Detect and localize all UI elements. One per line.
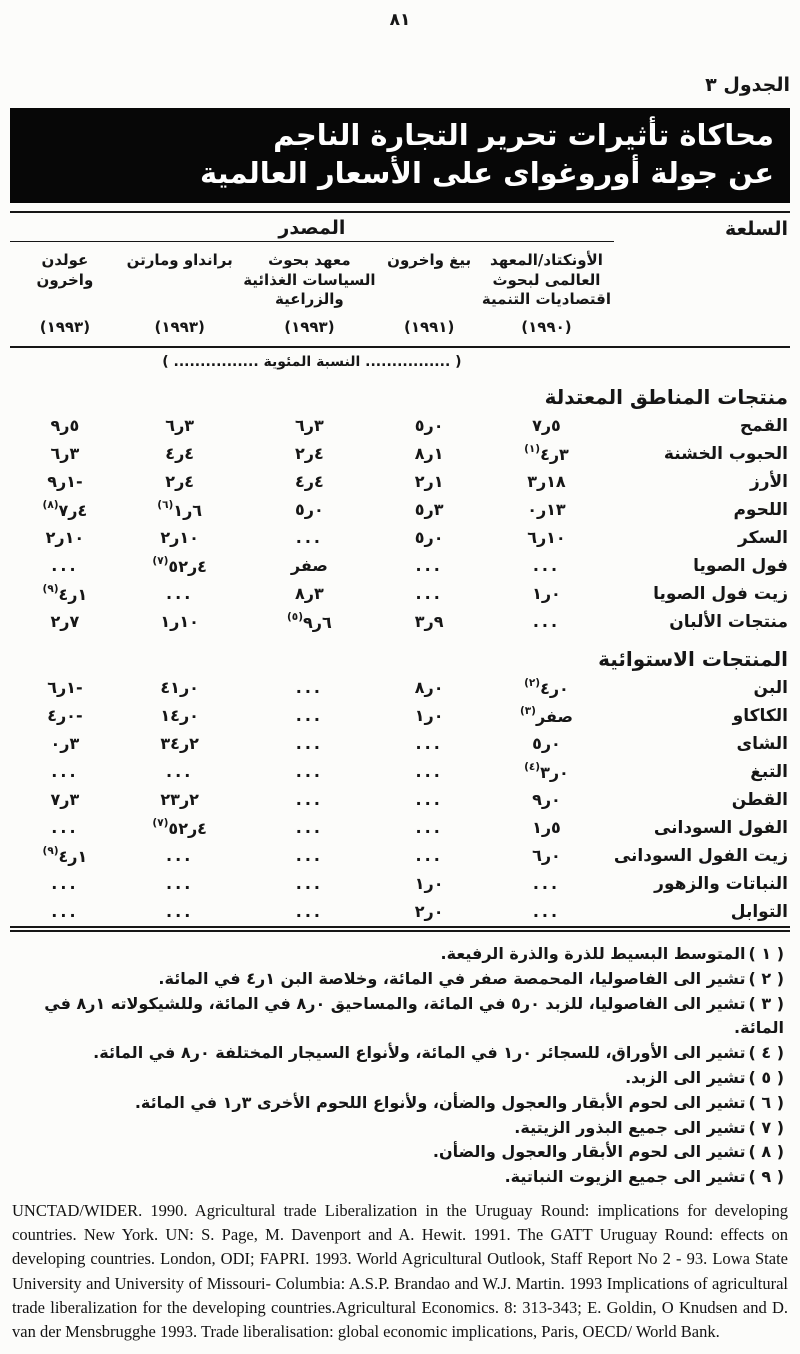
value-cell (10, 730, 120, 758)
value-text: ٢ر٧ (50, 612, 80, 632)
table-row (10, 842, 790, 870)
footnote-ref: (٣) (519, 705, 536, 718)
footnote-marker: ( ٩ ) (748, 1167, 784, 1187)
footnote (16, 1165, 784, 1190)
commodity-name: القطن (731, 789, 788, 810)
value-cell (120, 898, 240, 929)
value-cell (240, 870, 380, 898)
value-text: ٥ر٠ (414, 416, 444, 436)
footnote-ref: (٦) (157, 499, 174, 512)
footnote-text: تشير الى الفاصوليا، المحمصة صفر في المائة، وخلاصة البن ١ر٤ في المائة. (158, 968, 746, 988)
footnote-ref: (١) (524, 443, 541, 456)
value-cell (479, 758, 614, 786)
value-text: ٦ر٣ (165, 416, 195, 436)
value-cell (479, 608, 614, 636)
footnote (16, 967, 784, 992)
value-cell (479, 870, 614, 898)
value-text: ٢ر٤ (165, 472, 195, 492)
value-cell (379, 898, 479, 929)
footnote-text: تشير الى الفاصوليا، للزبد ٠ر٥ في المائة، والمساحيق ٠ر٨ في المائة، وللشيكولاته ١ر٨ في المائة. (44, 993, 784, 1038)
value-cell (240, 468, 380, 496)
source-column-year (120, 309, 240, 347)
footnote-text: المتوسط البسيط للذرة والذرة الرفيعة. (440, 943, 746, 963)
value-text: ٩ر٦ (303, 612, 332, 632)
value-text: ٧ر٤ (58, 500, 88, 520)
value-cell (240, 440, 380, 468)
table-row (10, 730, 790, 758)
value-text: ٤ر١ (58, 846, 88, 866)
table-row (10, 702, 790, 730)
footnote (16, 1116, 784, 1141)
section-header-row (10, 374, 790, 412)
table-row (10, 814, 790, 842)
value-text: ... (295, 874, 323, 894)
value-cell (379, 814, 479, 842)
commodity-name: التبغ (750, 761, 788, 782)
commodity-name: النباتات والزهور (654, 873, 788, 894)
value-text: ... (415, 762, 443, 782)
section-header-cell (10, 636, 790, 674)
value-cell (120, 870, 240, 898)
footnote-ref: (٩) (42, 583, 59, 596)
value-text: ٧ر٥ (532, 416, 561, 436)
footnote-ref: (٧) (152, 555, 169, 568)
value-cell (10, 496, 120, 524)
value-cell (120, 468, 240, 496)
value-cell (120, 440, 240, 468)
section-header-row (10, 636, 790, 674)
table-row (10, 552, 790, 580)
footnote (16, 1140, 784, 1165)
value-cell (120, 552, 240, 580)
footnote-marker: ( ٤ ) (748, 1043, 784, 1063)
value-text: ٤ر١ (58, 584, 88, 604)
value-text: ١ر٥ (532, 818, 561, 838)
section-title: منتجات المناطق المعتدلة (544, 384, 788, 409)
value-text: ٢ر١ (414, 472, 444, 492)
value-text: ٤ر٤ (165, 444, 195, 464)
value-text: ... (532, 612, 561, 632)
value-text: ٥ر٠ (414, 528, 444, 548)
footnote-ref: (٢) (524, 677, 541, 690)
value-text: ٢٣ر٢ (160, 790, 199, 810)
value-text: ٧ر٣ (50, 790, 80, 810)
value-text: ... (415, 818, 443, 838)
source-year-text: (١٩٩٣) (154, 317, 205, 336)
value-text: ٣ر٠ (540, 762, 569, 782)
value-cell (120, 730, 240, 758)
value-text: ٣ر١٨ (527, 472, 566, 492)
table-row (10, 580, 790, 608)
value-cell (10, 608, 120, 636)
source-year-text: (١٩٩٣) (284, 317, 335, 336)
footnote-text: تشير الى الأوراق، للسجائر ٠ر١ في المائة، ولأنواع السيجار المختلفة ٠ر٨ في المائة. (93, 1043, 746, 1063)
footnote (16, 1091, 784, 1116)
commodity-name: الحبوب الخشنة (663, 443, 788, 464)
value-cell (240, 496, 380, 524)
table-row (10, 608, 790, 636)
value-cell (379, 496, 479, 524)
table-label: الجدول ٣ (705, 74, 790, 96)
value-cell (379, 608, 479, 636)
commodity-name: منتجات الألبان (669, 611, 788, 632)
value-cell (10, 814, 120, 842)
value-text: ٦ر١٠ (527, 528, 566, 548)
value-text: ... (295, 762, 323, 782)
value-text: ٢ر٠ (414, 902, 444, 922)
footnote-text: تشير الى الزبد. (625, 1067, 746, 1087)
value-cell (240, 842, 380, 870)
value-text: ٠ر٣ (50, 734, 80, 754)
commodity-name: زيت فول الصويا (653, 583, 788, 604)
section-header-cell (10, 374, 790, 412)
value-text: ... (532, 556, 561, 576)
value-cell (379, 786, 479, 814)
commodity-name: الكاكاو (732, 705, 788, 726)
value-text: ٦ر٠ (532, 846, 561, 866)
value-text: ١ر١٠ (160, 612, 199, 632)
table-row (10, 440, 790, 468)
footnote-ref: (٩) (42, 845, 59, 858)
value-cell (120, 814, 240, 842)
table-row (10, 870, 790, 898)
value-text: ... (166, 874, 194, 894)
value-cell (379, 412, 479, 440)
value-text: ٥ر٠ (295, 500, 324, 520)
value-cell (240, 730, 380, 758)
value-text: ٤ر٤ (295, 472, 324, 492)
table-body (10, 347, 790, 929)
commodity-name: التوابل (730, 901, 788, 922)
banner-title-line-2: عن جولة أوروغواى على الأسعار العالمية (200, 155, 774, 190)
value-cell (479, 842, 614, 870)
value-text: ٢ر١٠ (160, 528, 199, 548)
value-text: ٥٢ر٤ (168, 818, 207, 838)
footnote-ref: (٨) (42, 499, 59, 512)
value-text: ... (295, 706, 323, 726)
value-cell (10, 580, 120, 608)
source-column-name: معهد بحوث السياسات الغذائية والزراعية (243, 251, 376, 308)
units-row (10, 347, 790, 374)
value-text: ... (295, 846, 323, 866)
value-cell (479, 524, 614, 552)
value-text: ... (51, 874, 79, 894)
commodity-name: الشاى (736, 733, 788, 754)
table-row (10, 898, 790, 929)
units-row-spacer (614, 347, 790, 374)
value-cell (120, 608, 240, 636)
value-text: ... (415, 556, 443, 576)
value-text: ٣٤ر٢ (160, 734, 199, 754)
value-text: ... (51, 902, 79, 922)
footnote-marker: ( ٦ ) (748, 1092, 784, 1112)
value-cell (379, 468, 479, 496)
value-text: ١ر٦ (173, 500, 203, 520)
value-cell (379, 870, 479, 898)
footnote-ref: (٧) (152, 817, 169, 830)
value-text: ... (51, 556, 79, 576)
value-cell (240, 758, 380, 786)
source-citation: UNCTAD/WIDER. 1990. Agricultural trade Liberalization in the Uruguay Round: implications for developing countries. New York. UN: S. Page, M. Davenport and A. Hewit. 1991. The GATT Uruguay Round: effects on developing countries. London, ODI; FAPRI. 1993. World Agricultural Outlook, Staff Report No 2 - 93. Lowa State University and University of Missouri- Columbia: A.S.P. Brandao and W.J. Martin. 1993 Implications of agricultural trade liberalization for the developing countries.Agricultural Economics. 8: 313-343; E. Goldin, O Knudsen and D. van der Mensbrugghe 1993. Trade liberalisation: global economic implications, Paris, OECD/ World Bank. (12, 1200, 788, 1342)
footnote-marker: ( ٢ ) (748, 968, 784, 988)
table-head (10, 212, 790, 347)
value-text: ١ر٠ (532, 584, 561, 604)
footnote-ref: (٥) (287, 611, 304, 624)
footnote-marker: ( ٥ ) (748, 1067, 784, 1087)
value-cell (479, 786, 614, 814)
table-row (10, 758, 790, 786)
value-cell (10, 758, 120, 786)
section-title: المنتجات الاستوائية (598, 646, 788, 671)
value-cell (120, 842, 240, 870)
value-text: ... (415, 846, 443, 866)
source-column-name: الأونكتاد/المعهد العالمى لبحوث اقتصاديات التنمية (481, 251, 611, 308)
value-cell (240, 608, 380, 636)
source-column-name: برانداو ومارتن (126, 251, 233, 270)
value-text: ٢ر١٠ (45, 528, 85, 548)
value-cell (10, 870, 120, 898)
source-year-text: (١٩٩٠) (521, 317, 572, 336)
value-cell (10, 468, 120, 496)
footnote (16, 1066, 784, 1091)
footnote-text: تشير الى جميع الزيوت النباتية. (504, 1167, 746, 1187)
table-row (10, 468, 790, 496)
value-cell (379, 440, 479, 468)
value-cell (10, 674, 120, 702)
value-cell (120, 674, 240, 702)
footnote-marker: ( ٣ ) (748, 993, 784, 1013)
value-text: ... (295, 818, 323, 838)
value-cell (379, 730, 479, 758)
value-cell (10, 552, 120, 580)
value-text: ٦ر٣ (295, 416, 324, 436)
value-text: ٩ر٥ (50, 416, 80, 436)
value-text: ... (415, 790, 443, 810)
value-cell (10, 524, 120, 552)
price-effects-table (10, 211, 790, 932)
value-cell (240, 552, 380, 580)
commodity-name: السكر (738, 527, 788, 548)
value-text: ٨ر٣ (295, 584, 324, 604)
footnote-text: تشير الى لحوم الأبقار والعجول والضأن. (432, 1142, 746, 1162)
value-text: ٢ر٤ (295, 444, 324, 464)
value-text: ... (532, 902, 561, 922)
value-text: ... (295, 528, 323, 548)
value-cell (120, 786, 240, 814)
value-text: ٤ر٠ (540, 678, 569, 698)
value-cell (240, 412, 380, 440)
banner-title-line-1: محاكاة تأثيرات تحرير التجارة الناجم (273, 118, 774, 152)
value-cell (379, 758, 479, 786)
commodity-name: الفول السودانى (653, 817, 788, 838)
commodity-name: البن (753, 677, 788, 698)
source-column-year (479, 309, 614, 347)
footnote-marker: ( ٨ ) (748, 1142, 784, 1162)
value-cell (10, 898, 120, 929)
value-cell (479, 674, 614, 702)
value-text: ... (295, 790, 323, 810)
value-cell (10, 412, 120, 440)
footnote (16, 992, 784, 1042)
value-text: ٠ر١٣ (527, 500, 566, 520)
group-header-row (10, 212, 790, 242)
table-row (10, 674, 790, 702)
commodity-name: فول الصويا (693, 555, 788, 576)
value-cell (120, 702, 240, 730)
value-text: ٩ر١- (47, 472, 83, 492)
value-cell (120, 412, 240, 440)
table-row (10, 496, 790, 524)
value-text: ٣ر٩ (414, 612, 444, 632)
value-text: ٨ر٠ (414, 678, 444, 698)
page-number: ٨١ (389, 10, 411, 30)
footnote-text: تشير الى جميع البذور الزيتية. (514, 1117, 746, 1137)
footnotes (10, 932, 790, 1190)
commodity-name: القمح (739, 415, 788, 436)
value-text: ... (295, 678, 323, 698)
source-column-year (379, 309, 479, 347)
value-cell (379, 702, 479, 730)
value-text: ٤ر٣ (540, 444, 569, 464)
units-label: ( ................ النسبة المئوية ................ ) (162, 353, 462, 370)
value-text: ... (51, 818, 79, 838)
value-cell (10, 702, 120, 730)
value-text: ... (166, 846, 194, 866)
footnote-ref: (٤) (524, 761, 541, 774)
value-cell (379, 580, 479, 608)
source-column-year (10, 309, 120, 347)
value-text: ٨ر١ (414, 444, 444, 464)
source-column-name: عولدن واخرون (36, 251, 94, 289)
source-column-name: بيغ واخرون (387, 251, 472, 270)
value-text: ٥٢ر٤ (168, 556, 207, 576)
value-cell (379, 552, 479, 580)
value-text: ١٤ر٠ (160, 706, 199, 726)
value-cell (240, 524, 380, 552)
value-cell (240, 898, 380, 929)
footnote (16, 1041, 784, 1066)
source-column-year (240, 309, 380, 347)
value-cell (479, 440, 614, 468)
value-cell (120, 496, 240, 524)
value-text: ٥ر٠ (532, 734, 561, 754)
value-text: ١ر٠ (414, 874, 444, 894)
value-cell (10, 440, 120, 468)
value-text: ... (51, 762, 79, 782)
value-cell (10, 786, 120, 814)
value-cell (240, 786, 380, 814)
value-cell (479, 730, 614, 758)
value-cell (479, 702, 614, 730)
commodity-name: اللحوم (733, 499, 788, 520)
value-cell (479, 898, 614, 929)
value-cell (479, 412, 614, 440)
value-text: صفر (535, 706, 573, 726)
value-cell (379, 842, 479, 870)
value-text: ... (166, 902, 194, 922)
commodity-column-header: السلعة (614, 212, 790, 347)
value-cell (479, 814, 614, 842)
commodity-name: الأرز (749, 471, 788, 492)
table-title-banner (10, 108, 790, 203)
footnote-marker: ( ١ ) (748, 943, 784, 963)
footnote-text: تشير الى لحوم الأبقار والعجول والضأن، ولأنواع اللحوم الأخرى ٣ر١ في المائة. (134, 1092, 746, 1112)
value-cell (240, 702, 380, 730)
footnote-marker: ( ٧ ) (748, 1117, 784, 1137)
value-cell (10, 842, 120, 870)
value-cell (379, 674, 479, 702)
value-text: ... (415, 584, 443, 604)
value-cell (240, 814, 380, 842)
value-cell (240, 580, 380, 608)
value-cell (120, 524, 240, 552)
footnote (16, 942, 784, 967)
source-group-header: المصدر (10, 212, 614, 242)
value-text: ٤١ر٠ (160, 678, 199, 698)
commodity-name: زيت الفول السودانى (613, 845, 788, 866)
value-text: ... (295, 902, 323, 922)
table-row (10, 524, 790, 552)
value-text: ٦ر٣ (50, 444, 80, 464)
value-cell (479, 468, 614, 496)
value-cell (240, 674, 380, 702)
value-text: ... (532, 874, 561, 894)
value-text: ... (166, 762, 194, 782)
value-text: ٦ر١- (47, 678, 83, 698)
value-text: ٩ر٠ (532, 790, 561, 810)
value-text: ... (415, 734, 443, 754)
source-year-text: (١٩٩٣) (39, 317, 91, 336)
value-cell (379, 524, 479, 552)
value-cell (479, 580, 614, 608)
value-cell (479, 496, 614, 524)
value-cell (120, 758, 240, 786)
source-year-text: (١٩٩١) (403, 317, 455, 336)
value-cell (479, 552, 614, 580)
value-text: ٥ر٣ (414, 500, 444, 520)
value-text: ١ر٠ (414, 706, 444, 726)
value-cell (120, 580, 240, 608)
table-row (10, 786, 790, 814)
value-text: صفر (290, 556, 328, 576)
value-text: ٤ر٠- (47, 706, 83, 726)
value-text: ... (166, 584, 194, 604)
table-row (10, 412, 790, 440)
value-text: ... (295, 734, 323, 754)
